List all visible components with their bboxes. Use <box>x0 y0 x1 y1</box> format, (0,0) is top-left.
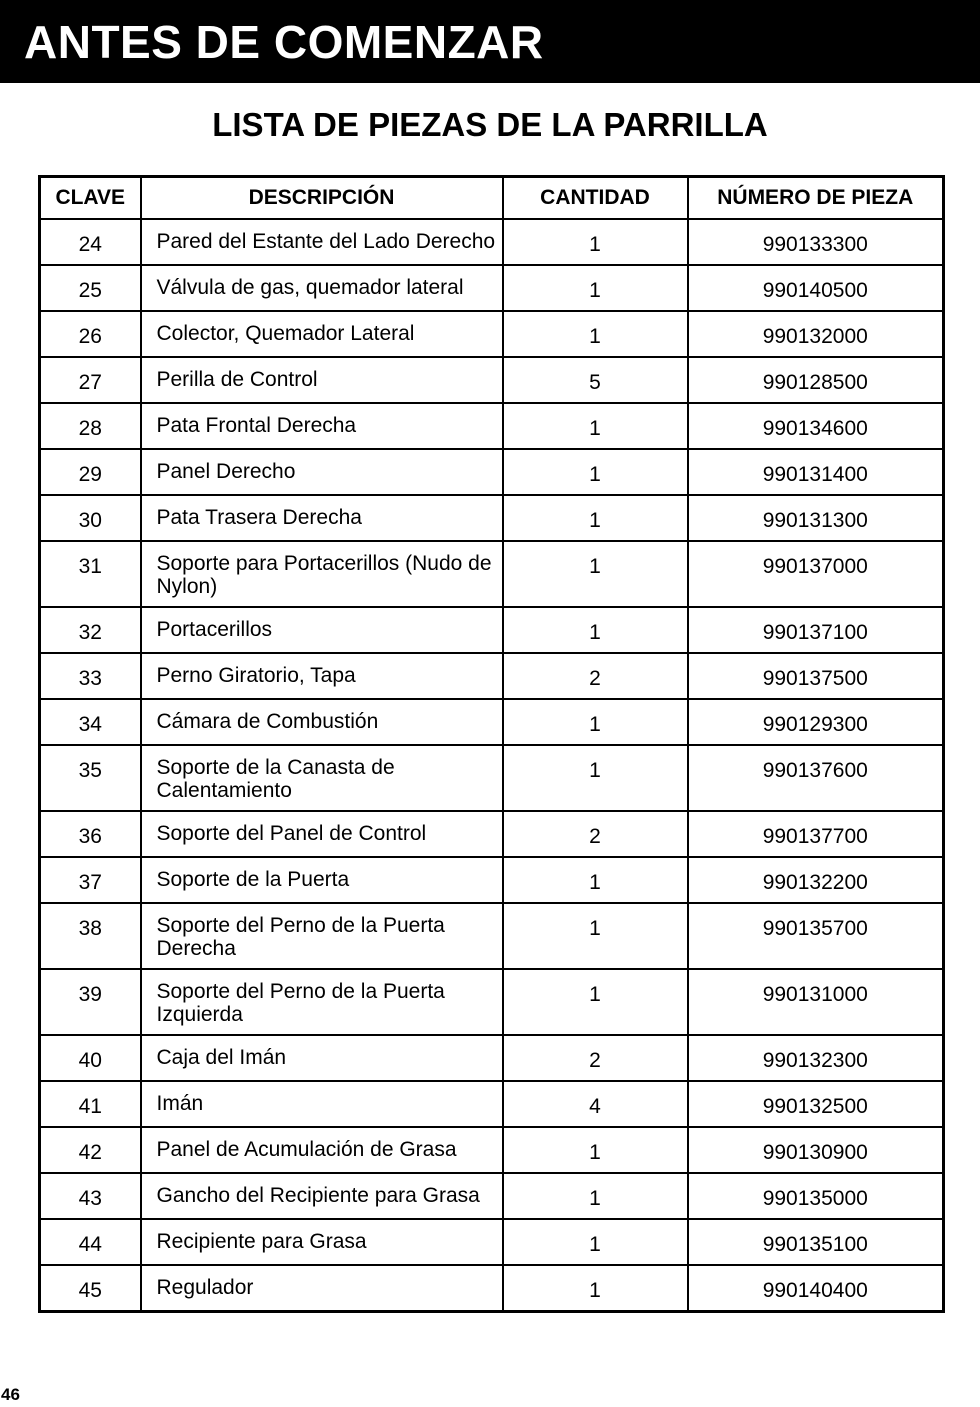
table-row <box>40 745 944 811</box>
cell-part-number: 990137600 <box>688 745 944 811</box>
table-row <box>40 219 944 265</box>
cell-quantity: 4 <box>503 1081 688 1127</box>
cell-description: Gancho del Recipiente para Grasa <box>141 1173 503 1219</box>
table-row <box>40 541 944 607</box>
cell-key: 42 <box>40 1127 141 1173</box>
parts-table-body <box>40 219 944 1312</box>
cell-key: 30 <box>40 495 141 541</box>
cell-quantity: 1 <box>503 311 688 357</box>
cell-quantity: 1 <box>503 857 688 903</box>
cell-key: 34 <box>40 699 141 745</box>
cell-key: 39 <box>40 969 141 1035</box>
cell-key: 27 <box>40 357 141 403</box>
cell-part-number: 990129300 <box>688 699 944 745</box>
cell-key: 31 <box>40 541 141 607</box>
cell-quantity: 1 <box>503 541 688 607</box>
cell-part-number: 990132500 <box>688 1081 944 1127</box>
cell-part-number: 990131000 <box>688 969 944 1035</box>
cell-part-number: 990137700 <box>688 811 944 857</box>
table-row <box>40 969 944 1035</box>
cell-quantity: 1 <box>503 607 688 653</box>
header-bar <box>0 0 980 83</box>
cell-description: Caja del Imán <box>141 1035 503 1081</box>
cell-part-number: 990132000 <box>688 311 944 357</box>
cell-key: 24 <box>40 219 141 265</box>
table-header-row <box>40 177 944 219</box>
table-row <box>40 811 944 857</box>
table-row <box>40 1081 944 1127</box>
cell-key: 35 <box>40 745 141 811</box>
cell-quantity: 2 <box>503 811 688 857</box>
cell-quantity: 1 <box>503 969 688 1035</box>
cell-key: 41 <box>40 1081 141 1127</box>
cell-quantity: 2 <box>503 653 688 699</box>
cell-quantity: 1 <box>503 903 688 969</box>
cell-description: Recipiente para Grasa <box>141 1219 503 1265</box>
cell-part-number: 990128500 <box>688 357 944 403</box>
cell-quantity: 5 <box>503 357 688 403</box>
cell-quantity: 2 <box>503 1035 688 1081</box>
table-row <box>40 403 944 449</box>
cell-part-number: 990137500 <box>688 653 944 699</box>
cell-key: 40 <box>40 1035 141 1081</box>
cell-description: Soporte de la Puerta <box>141 857 503 903</box>
cell-key: 28 <box>40 403 141 449</box>
table-row <box>40 1265 944 1312</box>
cell-part-number: 990131300 <box>688 495 944 541</box>
cell-description: Soporte para Portacerillos (Nudo de Nylon) <box>141 541 503 607</box>
cell-part-number: 990133300 <box>688 219 944 265</box>
table-row <box>40 357 944 403</box>
parts-table <box>38 175 945 1313</box>
cell-part-number: 990135700 <box>688 903 944 969</box>
cell-part-number: 990137000 <box>688 541 944 607</box>
cell-quantity: 1 <box>503 745 688 811</box>
cell-key: 45 <box>40 1265 141 1312</box>
page-title: ANTES DE COMENZAR <box>24 16 544 68</box>
table-row <box>40 1219 944 1265</box>
table-row <box>40 1127 944 1173</box>
cell-description: Soporte del Perno de la Puerta Izquierda <box>141 969 503 1035</box>
cell-description: Colector, Quemador Lateral <box>141 311 503 357</box>
cell-description: Imán <box>141 1081 503 1127</box>
cell-key: 38 <box>40 903 141 969</box>
cell-part-number: 990135000 <box>688 1173 944 1219</box>
cell-part-number: 990140400 <box>688 1265 944 1312</box>
cell-description: Soporte de la Canasta de Calentamiento <box>141 745 503 811</box>
table-row <box>40 1173 944 1219</box>
cell-part-number: 990135100 <box>688 1219 944 1265</box>
column-header-key: CLAVE <box>40 177 141 219</box>
table-row <box>40 495 944 541</box>
cell-description: Portacerillos <box>141 607 503 653</box>
cell-description: Pared del Estante del Lado Derecho <box>141 219 503 265</box>
cell-part-number: 990131400 <box>688 449 944 495</box>
cell-description: Regulador <box>141 1265 503 1312</box>
table-row <box>40 653 944 699</box>
cell-key: 43 <box>40 1173 141 1219</box>
page-number: 46 <box>1 1385 20 1404</box>
cell-key: 32 <box>40 607 141 653</box>
column-header-quantity: CANTIDAD <box>503 177 688 219</box>
cell-description: Panel Derecho <box>141 449 503 495</box>
cell-part-number: 990134600 <box>688 403 944 449</box>
table-row <box>40 449 944 495</box>
column-header-part-number: NÚMERO DE PIEZA <box>688 177 944 219</box>
cell-quantity: 1 <box>503 265 688 311</box>
cell-key: 33 <box>40 653 141 699</box>
cell-part-number: 990132300 <box>688 1035 944 1081</box>
table-row <box>40 311 944 357</box>
cell-description: Soporte del Perno de la Puerta Derecha <box>141 903 503 969</box>
table-row <box>40 265 944 311</box>
section-title: LISTA DE PIEZAS DE LA PARRILLA <box>212 106 768 143</box>
cell-key: 29 <box>40 449 141 495</box>
cell-description: Pata Trasera Derecha <box>141 495 503 541</box>
cell-description: Cámara de Combustión <box>141 699 503 745</box>
cell-quantity: 1 <box>503 1219 688 1265</box>
column-header-description: DESCRIPCIÓN <box>141 177 503 219</box>
cell-key: 36 <box>40 811 141 857</box>
cell-quantity: 1 <box>503 219 688 265</box>
cell-key: 25 <box>40 265 141 311</box>
cell-quantity: 1 <box>503 495 688 541</box>
table-row <box>40 699 944 745</box>
cell-quantity: 1 <box>503 1265 688 1312</box>
cell-quantity: 1 <box>503 449 688 495</box>
cell-key: 44 <box>40 1219 141 1265</box>
cell-key: 37 <box>40 857 141 903</box>
cell-part-number: 990137100 <box>688 607 944 653</box>
cell-description: Válvula de gas, quemador lateral <box>141 265 503 311</box>
cell-part-number: 990130900 <box>688 1127 944 1173</box>
cell-description: Soporte del Panel de Control <box>141 811 503 857</box>
cell-quantity: 1 <box>503 403 688 449</box>
table-row <box>40 1035 944 1081</box>
cell-part-number: 990132200 <box>688 857 944 903</box>
cell-description: Perilla de Control <box>141 357 503 403</box>
table-row <box>40 607 944 653</box>
table-row <box>40 857 944 903</box>
cell-part-number: 990140500 <box>688 265 944 311</box>
cell-description: Perno Giratorio, Tapa <box>141 653 503 699</box>
cell-quantity: 1 <box>503 699 688 745</box>
table-row <box>40 903 944 969</box>
cell-description: Panel de Acumulación de Grasa <box>141 1127 503 1173</box>
cell-description: Pata Frontal Derecha <box>141 403 503 449</box>
cell-key: 26 <box>40 311 141 357</box>
cell-quantity: 1 <box>503 1127 688 1173</box>
cell-quantity: 1 <box>503 1173 688 1219</box>
